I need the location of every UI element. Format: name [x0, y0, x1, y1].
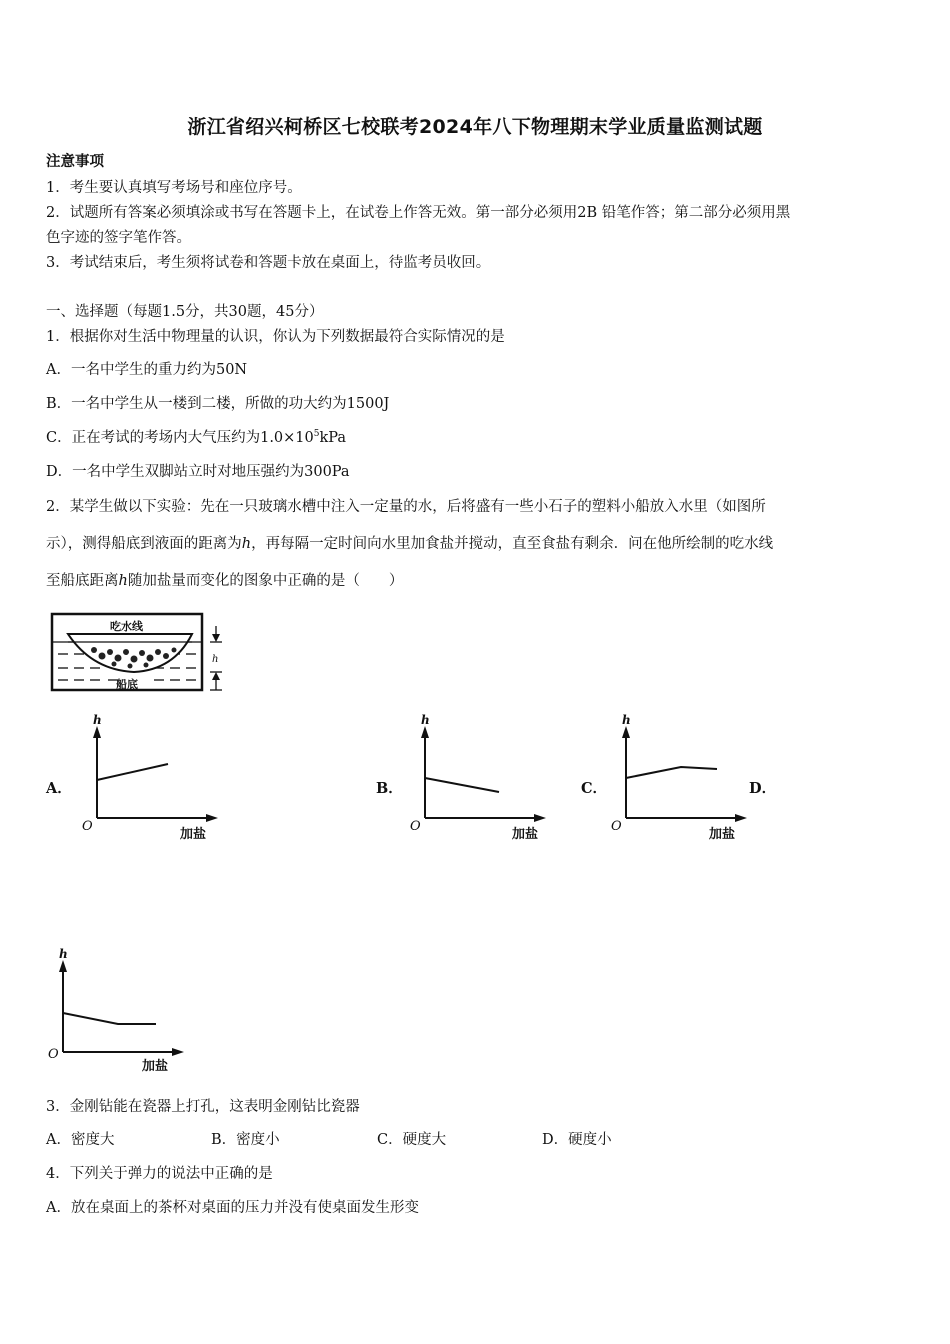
q2-h-symbol-1: h	[241, 536, 252, 552]
graph-b-curve	[425, 778, 499, 792]
q2-option-d: D．	[749, 780, 777, 797]
boat-figure	[46, 612, 236, 696]
q1-option-c-unit: kPa	[319, 430, 347, 446]
q2-line-2a: 示），测得船底到液面的距离为	[46, 536, 242, 552]
q3-option-d: D．硬度小	[542, 1132, 612, 1148]
notice-item-2: 2．试题所有答案必须填涂或书写在答题卡上，在试卷上作答无效。第一部分必须用2B 铅笔作答；第二部分必须用黑	[46, 205, 791, 221]
graph-d-origin: O	[48, 1047, 59, 1062]
q1-option-a: A．一名中学生的重力约为50N	[46, 362, 248, 378]
q2-line-1: 2．某学生做以下实验：先在一只玻璃水槽中注入一定量的水，后将盛有一些小石子的塑料小船放入水里（如图所	[46, 499, 766, 515]
q2-line-3b: 随加盐量而变化的图象中正确的是（ ）	[127, 573, 404, 589]
graph-a-y-label: h	[93, 713, 102, 727]
graph-b	[408, 712, 558, 844]
q2-h-symbol-2: h	[118, 573, 128, 589]
q1-option-b: B．一名中学生从一楼到二楼，所做的功大约为1500J	[46, 396, 390, 412]
notice-item-2-cont: 色字迹的签字笔作答。	[46, 230, 191, 246]
graph-c-curve	[626, 767, 717, 778]
graph-c-x-label: 加盐	[709, 827, 736, 842]
graph-a-origin: O	[82, 819, 93, 834]
q2-line-3	[46, 571, 403, 591]
page-title: 浙江省绍兴柯桥区七校联考2024年八下物理期末学业质量监测试题	[187, 116, 763, 138]
q2-option-b: B．	[376, 780, 403, 797]
graph-c-y-label: h	[622, 713, 631, 727]
graph-b-x-label: 加盐	[512, 827, 539, 842]
graph-a	[80, 712, 230, 844]
graph-a-curve	[97, 764, 168, 780]
q3-option-a: A．密度大	[46, 1132, 115, 1148]
q1-option-d: D．一名中学生双脚站立时对地压强约为300Pa	[46, 464, 350, 480]
q4-stem: 4．下列关于弹力的说法中正确的是	[46, 1166, 273, 1182]
graph-b-y-label: h	[421, 713, 430, 727]
graph-d-curve	[63, 1013, 156, 1024]
q2-option-a: A．	[46, 780, 72, 797]
q3-stem: 3．金刚钻能在瓷器上打孔，这表明金刚钻比瓷器	[46, 1099, 360, 1115]
graph-d-y-label: h	[59, 947, 68, 961]
q3-option-b: B．密度小	[211, 1132, 280, 1148]
q1-option-c	[46, 428, 346, 448]
q2-line-3a: 至船底距离	[46, 573, 119, 589]
q2-line-2b: ，再每隔一定时间向水里加食盐并搅动，直至食盐有剩余．问在他所绘制的吃水线	[251, 536, 774, 552]
graph-a-x-label: 加盐	[180, 827, 207, 842]
graph-c	[609, 712, 759, 844]
notice-heading: 注意事项	[46, 153, 104, 170]
q3-option-c: C．硬度大	[377, 1132, 447, 1148]
q2-option-c: C．	[581, 780, 608, 797]
q1-stem: 1．根据你对生活中物理量的认识，你认为下列数据最符合实际情况的是	[46, 329, 505, 345]
section-heading: 一、选择题（每题1.5分，共30题，45分）	[46, 304, 324, 320]
graph-c-origin: O	[611, 819, 622, 834]
graph-d-x-label: 加盐	[142, 1059, 169, 1074]
label-boat-bottom: 船底	[116, 678, 138, 691]
q1-option-c-text: C．正在考试的考场内大气压约为1.0×10	[46, 430, 314, 446]
label-waterline: 吃水线	[110, 620, 143, 633]
q2-line-2	[46, 534, 773, 554]
graph-b-origin: O	[410, 819, 421, 834]
q4-option-a: A．放在桌面上的茶杯对桌面的压力并没有使桌面发生形变	[46, 1200, 419, 1216]
graph-d	[46, 946, 196, 1078]
notice-item-1: 1．考生要认真填写考场号和座位序号。	[46, 180, 302, 196]
label-h: h	[212, 654, 219, 665]
q1-option-c-exponent: 5	[313, 429, 320, 440]
notice-item-3: 3．考试结束后，考生须将试卷和答题卡放在桌面上，待监考员收回。	[46, 255, 491, 271]
